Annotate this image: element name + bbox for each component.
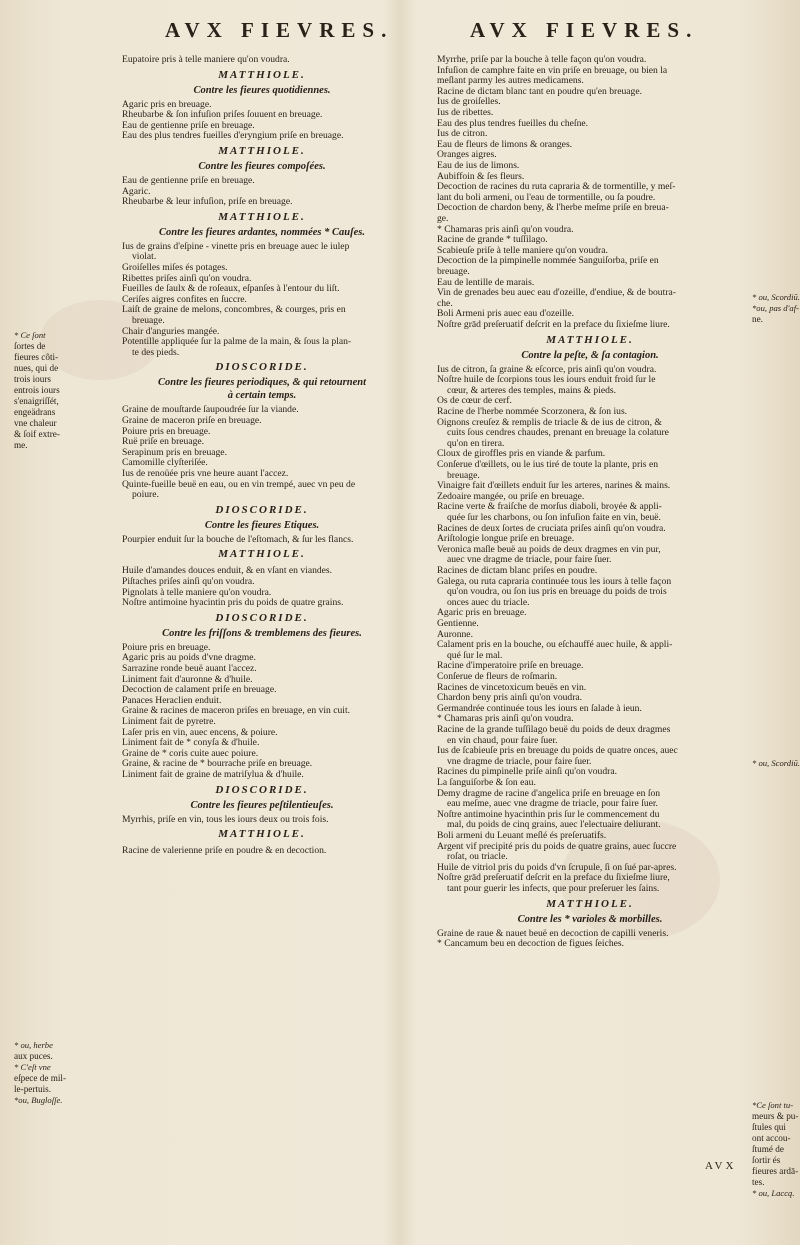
right-entry-line: mal, du poids de cinq grains, auec l'electuaire deliurant. xyxy=(447,819,661,831)
right-entry-line: Auronne. xyxy=(437,628,473,640)
right-section-title: MATTHIOLE. xyxy=(546,333,634,346)
left-margin-note: vne chaleur xyxy=(14,418,57,428)
left-entry-line: Panaces Heraclien enduit. xyxy=(122,694,222,706)
left-entry-line: Poiure pris en breuage. xyxy=(122,425,211,437)
right-entry-line: onces auec du triacle. xyxy=(447,596,530,608)
left-entry-line: Agaric pris en breuage. xyxy=(122,98,212,110)
right-intro-line: meſlant parmy les autres medicamens. xyxy=(437,75,584,87)
right-entry-line: Graine de raue & nauet beuë en decoction de capilli veneris. xyxy=(437,927,669,939)
right-margin-note: fieures ardā- xyxy=(752,1166,799,1176)
right-entry-line: Racines de vincetoxicum beuës en vin. xyxy=(437,681,587,693)
left-entry-line: Fueilles de ſaulx & de roſeaux, eſpanſes à l'entour du liſt. xyxy=(122,283,340,295)
left-entry-line: te des pieds. xyxy=(132,346,180,358)
left-entry-line: Graine de mouſtarde ſaupoudrée ſur la viande. xyxy=(122,404,299,416)
left-entry-line: Decoction de calament priſe en breuage. xyxy=(122,684,277,696)
left-section-subtitle: à certain temps. xyxy=(227,390,297,402)
right-entry-line: eau meſme, auec vne dragme de triacle, pour faire ſuer. xyxy=(447,798,658,810)
right-entry-line: Boli armeni du Leuant meſlé és preſeruatifs. xyxy=(437,830,607,841)
left-margin-note: & ſoif extre- xyxy=(14,429,60,439)
right-entry-line: Vinaigre fait d'œillets enduit ſur les arteres, narines & mains. xyxy=(437,480,671,492)
left-margin-note: s'enaigriſſét, xyxy=(14,396,59,406)
left-entry-line: Ruë priſe en breuage. xyxy=(122,436,205,448)
right-entry-line: Agaric pris en breuage. xyxy=(437,607,527,619)
right-intro-line: Aubiffoin & ſes fleurs. xyxy=(437,170,525,182)
left-entry-line: Pourpier enduit ſur la bouche de l'eſtomach, & ſur les flancs. xyxy=(122,533,354,545)
right-entry-line: cuits ſous cendres chaudes, prenant en breuage la colature xyxy=(447,427,669,439)
right-entry-line: * Cancamum beu en decoction de figues ſeiches. xyxy=(437,938,625,950)
right-margin-note: tes. xyxy=(752,1177,765,1187)
right-margin-note: ont accou- xyxy=(752,1133,791,1143)
right-entry-line: Cloux de giroffles pris en viande & parfum. xyxy=(437,448,606,460)
left-entry-line: Racine de valerienne priſe en poudre & en decoction. xyxy=(122,845,327,857)
right-intro-line: Ius de groiſelles. xyxy=(437,96,501,108)
right-running-head: AVX FIEVRES. xyxy=(470,18,699,42)
right-section-subtitle: Contre la peſte, & ſa contagion. xyxy=(521,349,659,361)
right-intro-line: * Chamaras pris ainſi qu'on voudra. xyxy=(437,223,574,235)
right-margin-note: ne. xyxy=(752,314,763,324)
right-entry-line: Racines de deux ſortes de cruciata priſes ainſi qu'on voudra. xyxy=(437,522,666,534)
right-entry-line: Gentienne. xyxy=(437,618,479,629)
left-margin-note: *ou, Bugloſſe. xyxy=(14,1095,63,1105)
left-entry-line: Eau des plus tendres fueilles d'eryngium priſe en breuage. xyxy=(122,130,344,142)
right-entry-line: vne dragme de triacle, pour faire ſuer. xyxy=(447,755,592,767)
left-section-title: DIOSCORIDE. xyxy=(215,361,309,374)
left-margin-note: ſortes de xyxy=(14,341,46,351)
right-entry-line: Noſtre grād preſeruatif deſcrit en la preface du ſixieſme liure, xyxy=(437,872,670,884)
right-margin-note: * ou, Laccą. xyxy=(752,1188,795,1198)
right-intro-line: Eau de ius de limons. xyxy=(437,160,520,171)
right-intro-line: Racine de dictam blanc tant en poudre qu'en breuage. xyxy=(437,85,642,97)
left-margin-note: eſpece de mil- xyxy=(14,1073,67,1083)
right-entry-line: Noſtre huile de ſcorpions tous les iours enduit froid ſur le xyxy=(437,374,656,386)
left-margin-note: aux puces. xyxy=(14,1051,53,1061)
left-margin-note: * C'eſt vne xyxy=(14,1062,51,1072)
left-section-title: DIOSCORIDE. xyxy=(215,503,309,516)
left-margin-note: me. xyxy=(14,440,28,450)
right-intro-line: Ius de ribettes. xyxy=(437,107,494,118)
left-section-subtitle: Contre les fieures compoſées. xyxy=(198,161,326,172)
right-intro-line: Infuſion de camphre faite en vin priſe en breuage, ou bien la xyxy=(437,64,668,76)
left-section-title: MATTHIOLE. xyxy=(218,68,306,81)
right-entry-line: Racines de dictam blanc priſes en poudre. xyxy=(437,565,598,576)
right-entry-line: Ius de ſcabieuſe pris en breuage du poids de quatre onces, auec xyxy=(437,745,678,757)
left-entry-line: Graine & racines de maceron priſes en breuage, en vin cuit. xyxy=(122,705,351,717)
right-entry-line: Galega, ou ruta capraria continuée tous les iours à telle façon xyxy=(437,575,672,587)
right-entry-line: Huile de vitriol pris du poids d'vn ſcrupule, ſi on ſué par-apres. xyxy=(437,861,677,873)
left-entry-line: Ius de renoüée pris vne heure auant l'accez. xyxy=(122,468,289,479)
right-intro-line: Decoction de racines du ruta capraria & de tormentille, y meſ- xyxy=(437,181,676,193)
right-entry-line: Os de cœur de cerf. xyxy=(437,395,512,407)
left-margin-note: * ou, herbe xyxy=(14,1040,53,1050)
left-entry-line: Rheubarbe & leur infuſion, priſe en breuage. xyxy=(122,196,293,208)
right-intro-line: Noſtre grād preſeruatif deſcrit en la preface du ſixieſme liure. xyxy=(437,319,670,330)
right-entry-line: qu'on en tirera. xyxy=(447,437,505,449)
left-entry-line: Graine de maceron priſe en breuage. xyxy=(122,415,262,426)
right-entry-line: Veronica maſle beuë au poids de deux dragmes en vin pur, xyxy=(437,543,661,555)
left-entry-line: Camomille clyſteriſée. xyxy=(122,457,208,469)
left-entry-line: breuage. xyxy=(132,315,165,326)
left-margin-note: fieures côti- xyxy=(14,352,59,362)
right-entry-line: auec vne dragme de triacle, pour faire ſuer. xyxy=(447,554,612,566)
left-entry-line: Potentille appliquée ſur la palme de la main, & ſous la plan- xyxy=(122,336,352,348)
left-entry-line: Liniment fait de pyretre. xyxy=(122,716,216,727)
left-section-title: DIOSCORIDE. xyxy=(215,783,309,796)
left-entry-line: Ius de grains d'eſpine - vinette pris en breuage auec le iulep xyxy=(122,240,350,252)
right-intro-line: Scabieuſe priſe à telle maniere qu'on voudra. xyxy=(437,244,608,256)
right-entry-line: Conſerue d'œillets, ou le ius tiré de toute la plante, pris en xyxy=(437,459,658,470)
left-section-subtitle: Contre les fieures Etiques. xyxy=(204,519,320,531)
left-section-title: MATTHIOLE. xyxy=(218,548,306,561)
left-entry-line: Noſtre antimoine hyacintin pris du poids de quatre grains. xyxy=(122,597,344,609)
right-intro-line: Boli Armeni pris auec eau d'ozeille. xyxy=(437,308,575,320)
right-entry-line: Racine d'imperatoire priſe en breuage. xyxy=(437,660,584,672)
left-entry-line: Liniment fait de graine de matriſylua & d'huile. xyxy=(122,769,304,780)
left-entry-line: Pignolats à telle maniere qu'on voudra. xyxy=(122,586,272,598)
right-intro-line: Decoction de la pimpinelle nommée Sanguiſorba, priſe en xyxy=(437,255,659,267)
left-entry-line: Eau de gentienne priſe en breuage. xyxy=(122,119,255,131)
right-intro-line: Eau de lentille de marais. xyxy=(437,276,535,288)
right-margin-note: ſtules qui xyxy=(752,1122,786,1132)
left-margin-note: engeädrans xyxy=(14,407,56,417)
right-entry-line: qu'on voudra, ou ſon ius pris en breuage du poids de trois xyxy=(447,586,667,598)
left-entry-line: Liniment fait d'auronne & d'huile. xyxy=(122,673,253,685)
right-entry-line: Racine de la grande tuſſilago beuë du poids de deux dragmes xyxy=(437,724,671,735)
left-section-subtitle: Contre les friſſons & tremblemens des fieures. xyxy=(162,627,362,639)
left-section-subtitle: Contre les fieures peſtilentieuſes. xyxy=(190,799,334,811)
right-entry-line: Demy dragme de racine d'angelica priſe en breuage en ſon xyxy=(437,787,661,799)
left-margin-note: trois iours xyxy=(14,374,52,384)
right-intro-line: Vin de grenades beu auec eau d'ozeille, d'endiue, & de boutra- xyxy=(437,287,676,299)
left-entry-line: Liniment fait de * conyſa & d'huile. xyxy=(122,737,260,749)
left-margin-note: le-pertuis. xyxy=(14,1084,51,1094)
left-section-title: DIOSCORIDE. xyxy=(215,611,309,624)
left-entry-line: poiure. xyxy=(132,489,159,501)
left-entry-line: Agaric. xyxy=(122,185,151,197)
right-entry-line: Racine verte & fraiſche de morſus diaboli, broyée & appli- xyxy=(437,501,662,513)
left-entry-line: Laſer pris en vin, auec encens, & poiure. xyxy=(122,726,278,738)
right-entry-line: * Chamaras pris ainſi qu'on voudra. xyxy=(437,713,574,725)
right-entry-line: quée ſur les charbons, ou ſon infuſion faite en vin, beuë. xyxy=(447,512,661,523)
left-section-subtitle: Contre les fieures ardantes, nommées * Cauſes. xyxy=(159,226,365,238)
right-intro-line: breuage. xyxy=(437,266,470,277)
right-entry-line: Argent vif precipité pris du poids de quatre grains, auec ſuccre xyxy=(437,840,677,852)
left-entry-line: Chair d'anguries mangée. xyxy=(122,325,220,337)
right-intro-line: che. xyxy=(437,297,453,309)
right-section-title: MATTHIOLE. xyxy=(546,897,634,910)
right-section-subtitle: Contre les * varioles & morbilles. xyxy=(517,913,663,925)
left-entry-line: Laiſt de graine de melons, concombres, & courges, pris en xyxy=(122,304,346,316)
right-margin-note: * ou, Scordiū. xyxy=(752,292,800,302)
right-intro-line: Eau de fleurs de limons & oranges. xyxy=(437,138,573,150)
left-entry-line: Piſtaches priſes ainſi qu'on voudra. xyxy=(122,576,255,587)
left-entry-line: Ceriſes aigres confites en ſuccre. xyxy=(122,293,247,305)
left-margin-note: nues, qui de xyxy=(14,363,59,373)
right-entry-line: Racines du pimpinelle priſe ainſi qu'on voudra. xyxy=(437,766,617,778)
right-intro-line: lant du boli armeni, ou l'eau de tormentille, ou ſa poudre. xyxy=(437,191,656,203)
right-entry-line: Ariſtologie longue priſe en breuage. xyxy=(437,533,575,545)
right-entry-line: qué ſur le mal. xyxy=(447,649,503,661)
right-entry-line: Oignons creuſez & remplis de triacle & de ius de citron, & xyxy=(437,416,662,428)
right-margin-note: ſortir és xyxy=(752,1155,781,1165)
right-entry-line: Zedoaire mangée, ou priſe en breuage. xyxy=(437,490,585,502)
right-margin-note: * ou, Scordiū. xyxy=(752,758,800,768)
left-margin-note: * Ce ſont xyxy=(14,330,46,340)
right-intro-line: Racine de grande * tuſſilago. xyxy=(437,234,548,246)
right-entry-line: breuage. xyxy=(447,469,480,481)
right-entry-line: en vin chaud, pour faire ſuer. xyxy=(447,734,558,746)
left-entry-line: Serapinum pris en breuage. xyxy=(122,446,227,458)
right-margin-note: meurs & pu- xyxy=(752,1111,799,1121)
right-entry-line: Calament pris en la bouche, ou eſchauffé auec huile, & appli- xyxy=(437,639,673,651)
right-intro-line: Decoction de chardon beny, & l'herbe meſme priſe en breua- xyxy=(437,202,669,214)
left-entry-line: Ribettes priſes ainſi qu'on voudra. xyxy=(122,272,252,284)
catchword: AVX xyxy=(705,1160,737,1172)
right-intro-line: Ius de citron. xyxy=(437,128,488,140)
right-intro-line: ge. xyxy=(437,213,449,224)
right-intro-line: Eau des plus tendres fueilles du cheſne. xyxy=(437,117,589,129)
right-margin-note: *Ce ſont tu- xyxy=(752,1100,794,1110)
left-section-subtitle: Contre les fieures periodiques, & qui retournent xyxy=(158,377,366,389)
right-entry-line: Racine de l'herbe nommée Scorzonera, & ſon ius. xyxy=(437,406,628,417)
left-intro-line: Eupatoire pris à telle maniere qu'on voudra. xyxy=(122,54,290,65)
left-entry-line: Poiure pris en breuage. xyxy=(122,641,211,653)
right-entry-line: tant pour guerir les infects, que pour preſeruer les ſains. xyxy=(447,883,660,894)
left-entry-line: Agaric pris au poids d'vne dragme. xyxy=(122,652,256,664)
right-entry-line: roſat, ou triacle. xyxy=(447,851,508,863)
left-entry-line: Eau de gentienne priſe en breuage. xyxy=(122,175,255,186)
right-entry-line: Chardon beny pris ainſi qu'on voudra. xyxy=(437,692,583,704)
right-intro-line: Oranges aigres. xyxy=(437,149,497,161)
left-entry-line: Huile d'amandes douces enduit, & en vſant en viandes. xyxy=(122,565,333,577)
left-section-title: MATTHIOLE. xyxy=(218,210,306,223)
left-entry-line: Quinte-fueille beuë en eau, ou en vin trempé, auec vn peu de xyxy=(122,478,356,490)
left-entry-line: Sarrazine ronde beuë auant l'accez. xyxy=(122,663,257,674)
left-section-subtitle: Contre les fieures quotidiennes. xyxy=(193,84,331,96)
right-entry-line: Ius de citron, ſa graine & eſcorce, pris ainſi qu'on voudra. xyxy=(437,363,657,375)
right-margin-note: ſtumé de xyxy=(752,1144,784,1154)
left-section-title: MATTHIOLE. xyxy=(218,145,306,157)
right-entry-line: cœur, & arteres des temples, mains & pieds. xyxy=(447,384,617,396)
right-entry-line: Germandrée continuée tous les iours en ſalade à ieun. xyxy=(437,702,642,714)
left-entry-line: Groiſelles miſes és potages. xyxy=(122,262,228,273)
right-margin-note: *ou, pas d'af- xyxy=(752,303,799,313)
right-entry-line: La ſanguiſorbe & ſon eau. xyxy=(437,777,536,788)
left-margin-note: entrois iours xyxy=(14,385,60,395)
left-running-head: AVX FIEVRES. xyxy=(165,18,394,42)
left-entry-line: Graine, & racine de * bourrache priſe en breuage. xyxy=(122,758,313,770)
left-entry-line: Graine de * coris cuite auec poiure. xyxy=(122,747,259,759)
left-section-title: MATTHIOLE. xyxy=(218,828,306,841)
right-entry-line: Conſerue de fleurs de roſmarin. xyxy=(437,671,558,682)
right-intro-line: Myrrhe, priſe par la bouche à telle façon qu'on voudra. xyxy=(437,54,647,65)
right-entry-line: Noſtre antimoine hyacinthin pris ſur le commencement du xyxy=(437,808,660,820)
left-entry-line: Rheubarbe & ſon infuſion priſes ſouuent en breuage. xyxy=(122,109,323,121)
left-entry-line: violat. xyxy=(132,251,157,263)
left-entry-line: Myrrhis, priſe en vin, tous les iours deux ou trois fois. xyxy=(122,813,329,825)
